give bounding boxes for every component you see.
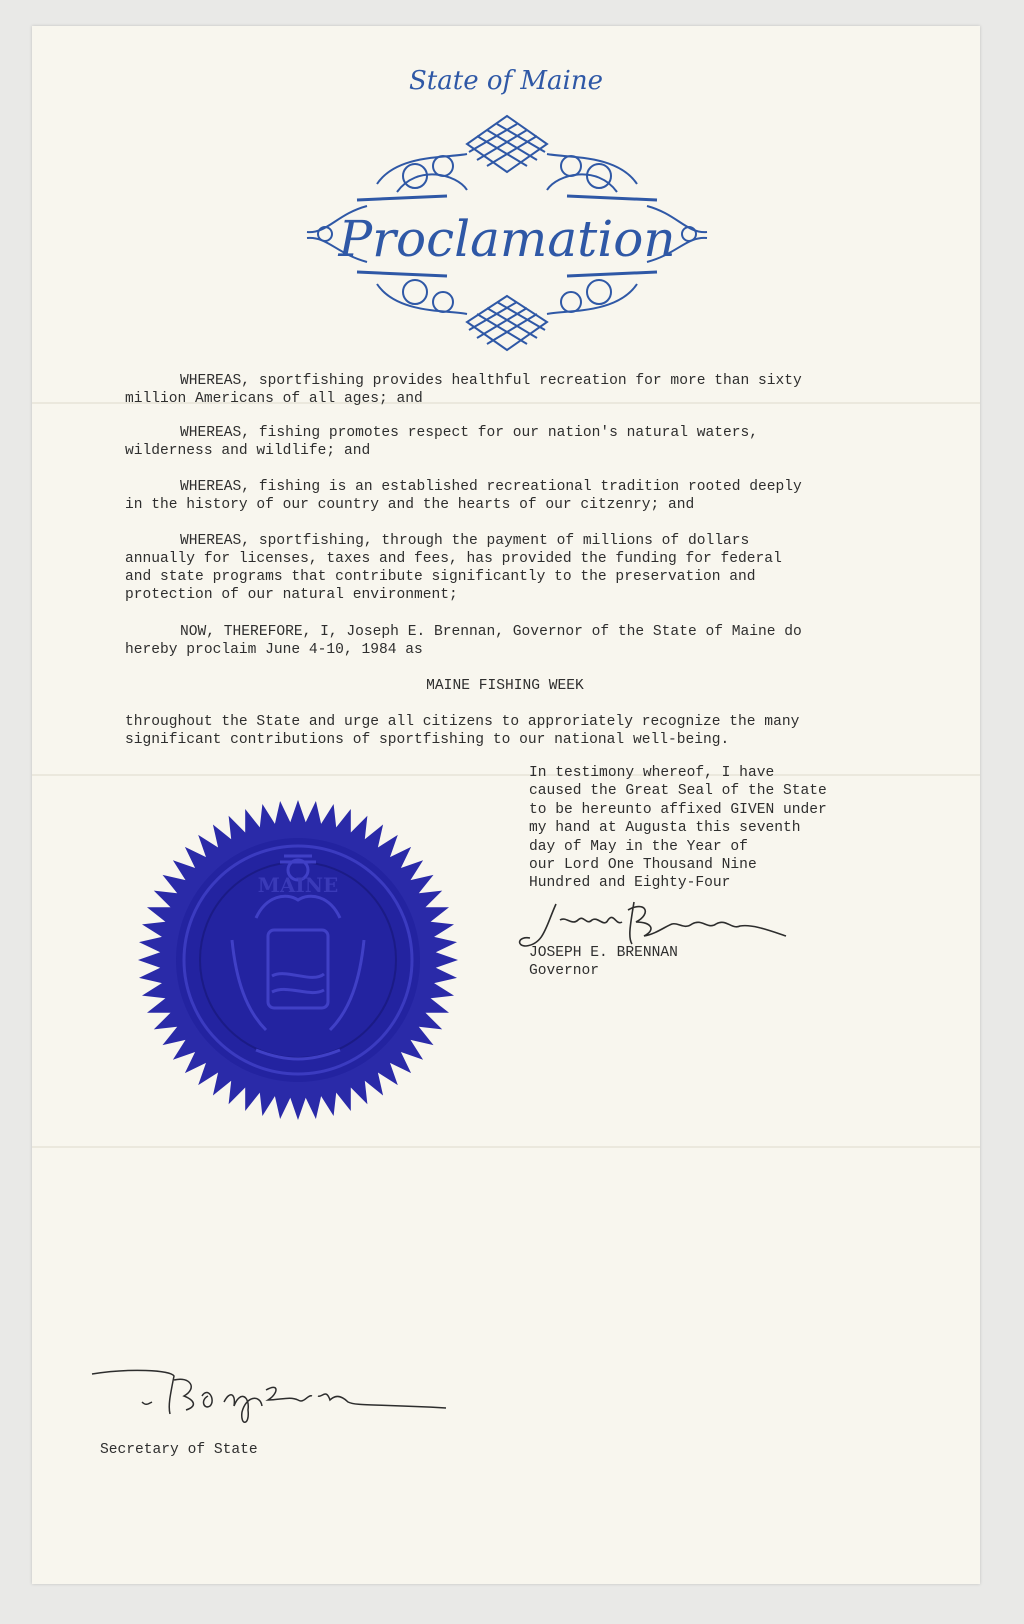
governor-name: JOSEPH E. BRENNAN (529, 945, 678, 961)
great-seal (136, 800, 461, 1120)
proclaimed-title: MAINE FISHING WEEK (426, 678, 584, 694)
governor-title: Governor (529, 963, 600, 979)
closing-paragraph: throughout the State and urge all citizens to approriately recognize the many significant contributions of sportfishing to our national well-being. (125, 714, 800, 748)
secretary-label: Secretary of State (100, 1442, 258, 1458)
fold-line (32, 1146, 980, 1148)
signature-text: Joseph E Brennan (516, 896, 526, 897)
proclamation-banner (297, 114, 717, 354)
banner-title: Proclamation (338, 210, 676, 268)
proclamation-sheet (32, 26, 980, 1584)
state-title: State of Maine (409, 66, 603, 96)
seal-text: MAINE (257, 873, 339, 897)
secretary-signature (90, 1366, 450, 1436)
proclamation-paragraph: NOW, THEREFORE, I, Joseph E. Brennan, Governor of the State of Maine do hereby proclaim June 4-10, 1984 as (125, 624, 802, 658)
whereas-paragraph-4: WHEREAS, sportfishing, through the payment of millions of dollars annually for licenses, taxes and fees, has provided the funding for federal and state programs that contribute significantly to the preservation and protection of our natural environment; (125, 533, 782, 603)
whereas-paragraph-3: WHEREAS, fishing is an established recreational tradition rooted deeply in the history of our country and the hearts of our citzenry; and (125, 479, 802, 513)
whereas-paragraph-1: WHEREAS, sportfishing provides healthful recreation for more than sixty million Americans of all ages; and (125, 373, 802, 407)
whereas-paragraph-2: WHEREAS, fishing promotes respect for our nation's natural waters, wilderness and wildlife; and (125, 425, 759, 459)
testimony-text: In testimony whereof, I have caused the Great Seal of the State to be hereunto affixed GIVEN under my hand at Augusta this seventh day of May in the Year of our Lord One Thousand Nine Hundred and Eighty-Four (529, 765, 827, 892)
